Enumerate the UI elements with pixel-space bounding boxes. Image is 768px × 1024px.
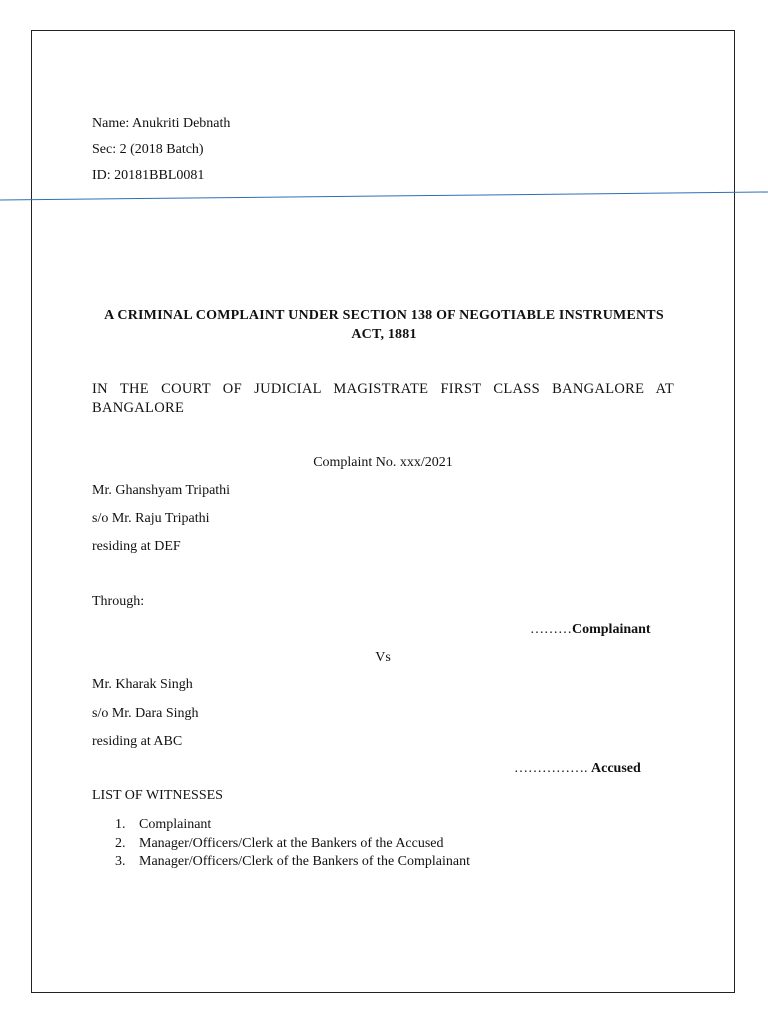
complainant-residence: residing at DEF <box>92 539 181 554</box>
court-heading: IN THE COURT OF JUDICIAL MAGISTRATE FIRST CLASS BANGALORE AT BANGALORE <box>92 381 674 416</box>
list-item <box>115 816 470 835</box>
list-item-text: Manager/Officers/Clerk at the Bankers of the Accused <box>139 835 444 851</box>
student-id: ID: 20181BBL0081 <box>92 168 205 183</box>
horizontal-rule-line <box>0 190 768 204</box>
complainant-dots: ……… <box>530 622 572 637</box>
accused-label <box>514 761 641 777</box>
accused-name: Mr. Kharak Singh <box>92 677 193 692</box>
list-item-number: 3. <box>115 854 126 869</box>
accused-residence: residing at ABC <box>92 734 183 749</box>
document-title: A CRIMINAL COMPLAINT UNDER SECTION 138 OF NEGOTIABLE INSTRUMENTS ACT, 1881 <box>104 308 664 342</box>
complainant-label <box>530 622 651 638</box>
versus-label: Vs <box>375 650 391 665</box>
list-item-text: Complainant <box>139 817 212 832</box>
accused-dots: ……………. <box>514 761 591 776</box>
complainant-role: Complainant <box>572 622 651 637</box>
accused-relation: s/o Mr. Dara Singh <box>92 706 199 721</box>
list-item <box>115 835 470 854</box>
through-label: Through: <box>92 594 145 609</box>
accused-role: Accused <box>591 761 641 776</box>
witness-list <box>115 816 470 872</box>
list-item-number: 2. <box>115 835 126 851</box>
list-item <box>115 853 470 872</box>
witness-list-heading: LIST OF WITNESSES <box>92 788 223 803</box>
student-name: Name: Anukriti Debnath <box>92 116 231 131</box>
student-section: Sec: 2 (2018 Batch) <box>92 142 204 157</box>
list-item-number: 1. <box>115 817 126 832</box>
complainant-name: Mr. Ghanshyam Tripathi <box>92 483 231 498</box>
complaint-number: Complaint No. xxx/2021 <box>313 455 453 470</box>
list-item-text: Manager/Officers/Clerk of the Bankers of the Complainant <box>139 854 470 869</box>
complainant-relation: s/o Mr. Raju Tripathi <box>92 511 210 526</box>
